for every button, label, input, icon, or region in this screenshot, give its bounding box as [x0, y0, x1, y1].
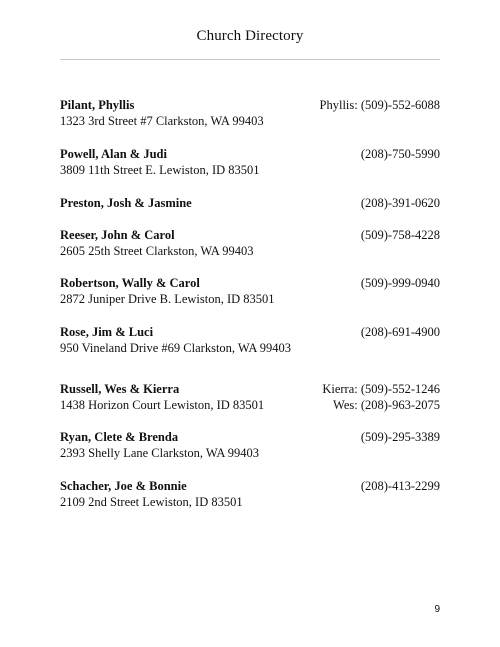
entry-phone: (509)-295-3389 — [360, 430, 440, 444]
directory-entry-reeser — [60, 227, 440, 259]
directory-entry-pilant — [60, 97, 440, 129]
entry-name: Pilant, Phyllis — [60, 98, 135, 112]
entry-name: Ryan, Clete & Brenda — [60, 430, 179, 444]
entry-name: Russell, Wes & Kierra — [60, 382, 180, 396]
directory-entry-rose — [60, 324, 440, 356]
entry-name: Reeser, John & Carol — [60, 228, 175, 242]
entry-name: Schacher, Joe & Bonnie — [60, 479, 187, 493]
entry-address: 2872 Juniper Drive B. Lewiston, ID 83501 — [60, 292, 275, 306]
entry-address: 950 Vineland Drive #69 Clarkston, WA 99403 — [60, 341, 292, 355]
page-number: 9 — [434, 604, 440, 615]
entry-address: 1438 Horizon Court Lewiston, ID 83501 — [60, 398, 265, 412]
directory-entry-russell — [60, 381, 440, 413]
entry-phone: Phyllis: (509)-552-6088 — [319, 98, 440, 112]
entry-name: Preston, Josh & Jasmine — [60, 196, 192, 210]
entry-phone: (208)-391-0620 — [360, 196, 440, 210]
entry-phone-secondary: Wes: (208)-963-2075 — [333, 398, 440, 412]
entry-address: 2393 Shelly Lane Clarkston, WA 99403 — [60, 446, 260, 460]
page-title: Church Directory — [196, 28, 304, 44]
entry-name: Robertson, Wally & Carol — [60, 276, 200, 290]
directory-entry-robertson — [60, 275, 440, 307]
directory-entry-preston — [60, 195, 440, 211]
entry-address: 2109 2nd Street Lewiston, ID 83501 — [60, 495, 243, 509]
entry-phone: (208)-413-2299 — [360, 479, 440, 493]
entry-address: 3809 11th Street E. Lewiston, ID 83501 — [60, 163, 260, 177]
entry-address: 2605 25th Street Clarkston, WA 99403 — [60, 244, 254, 258]
directory-entry-ryan — [60, 429, 440, 461]
directory-entry-powell — [60, 146, 440, 178]
entry-phone: (208)-691-4900 — [360, 325, 440, 339]
entry-phone: (509)-999-0940 — [360, 276, 440, 290]
entry-name: Rose, Jim & Luci — [60, 325, 154, 339]
directory-entry-schacher — [60, 478, 440, 510]
entry-phone: (208)-750-5990 — [360, 147, 440, 161]
entry-phone: (509)-758-4228 — [360, 228, 440, 242]
entry-address: 1323 3rd Street #7 Clarkston, WA 99403 — [60, 114, 264, 128]
entry-phone: Kierra: (509)-552-1246 — [322, 382, 440, 396]
entry-name: Powell, Alan & Judi — [60, 147, 167, 161]
title-divider — [60, 59, 440, 60]
